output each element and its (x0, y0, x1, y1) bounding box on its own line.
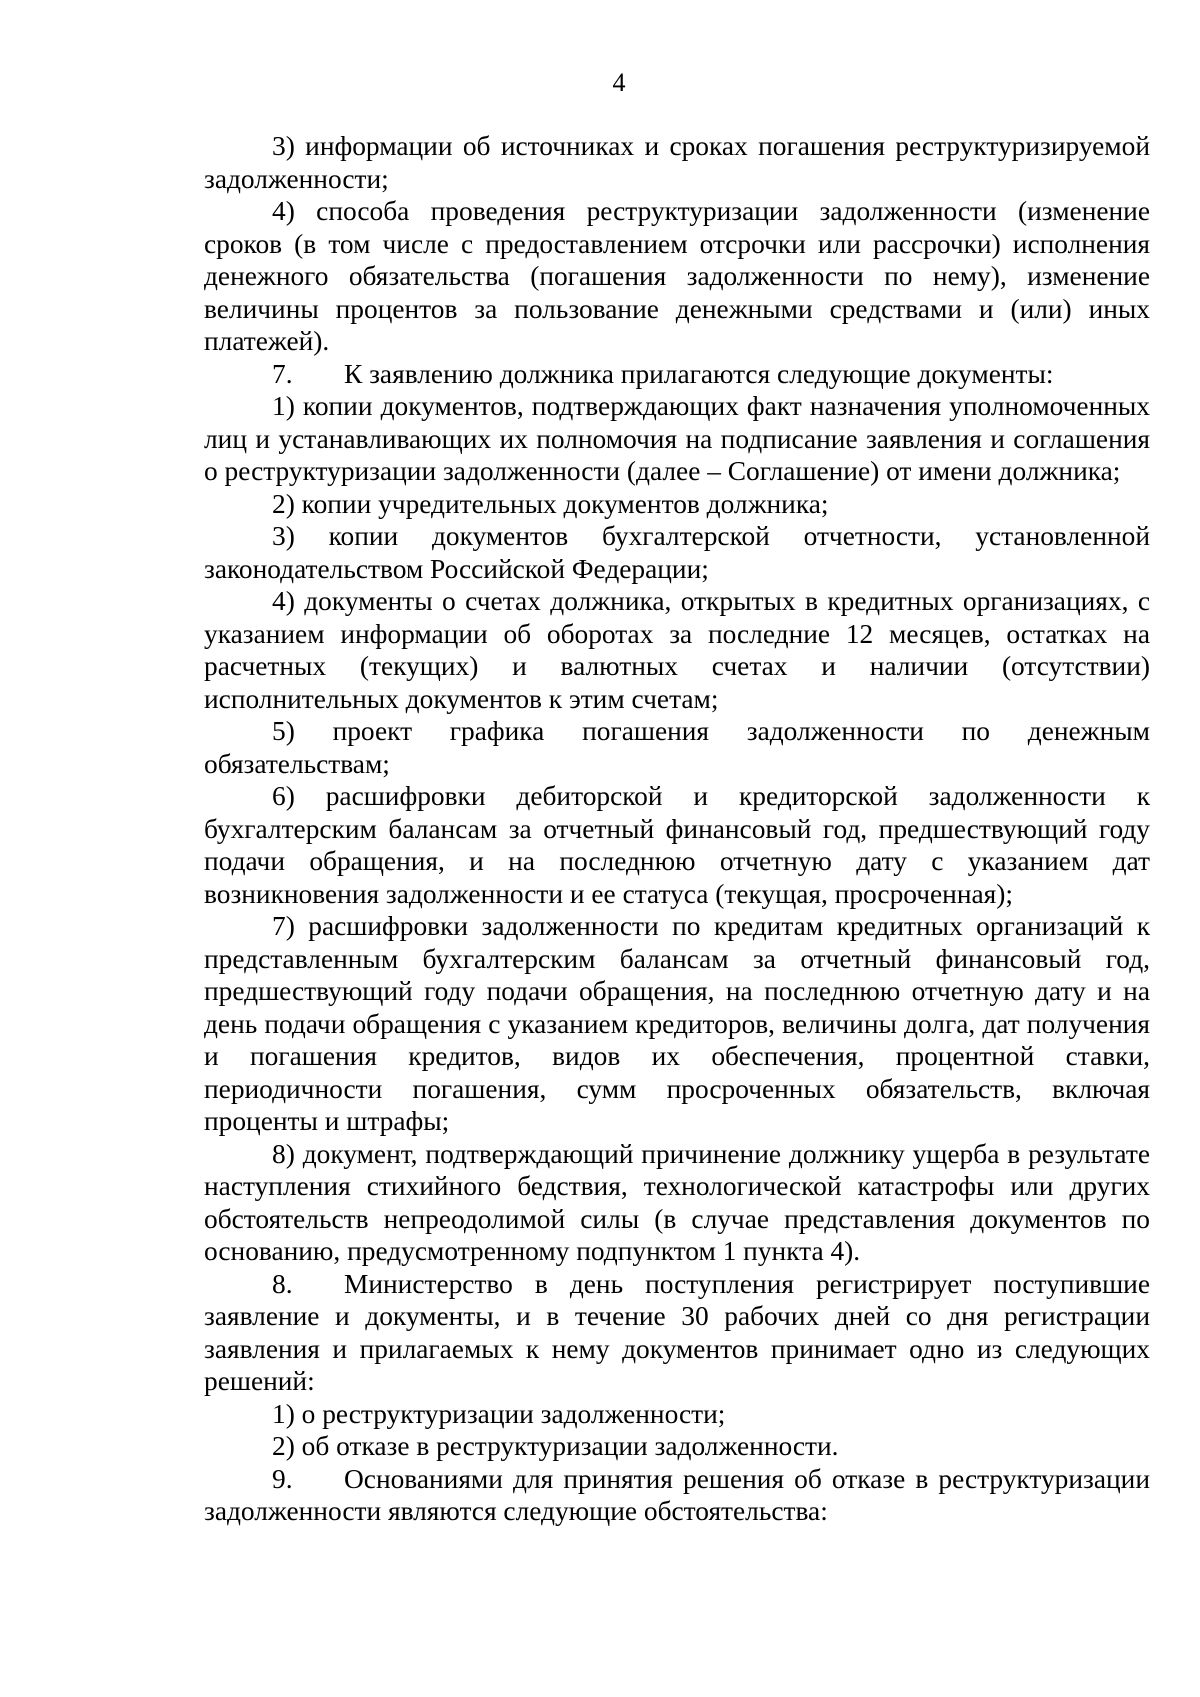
paragraph-item-8 (204, 1138, 1150, 1268)
paragraph-item-7 (204, 910, 1150, 1138)
paragraph-text: 1) о реструктуризации задолженности; (272, 1398, 726, 1429)
paragraph-text: Министерство в день поступления регистрирует поступившие заявление и документы, и в течение 30 рабочих дней со дня регистрации заявления и прилагаемых к нему документов принимает одно из следующих решений: (204, 1268, 1150, 1396)
paragraph-item-4b (204, 585, 1150, 715)
document-body (204, 130, 1150, 1528)
paragraph-text: К заявлению должника прилагаются следующие документы: (344, 358, 1054, 389)
paragraph-text: 6) расшифровки дебиторской и кредиторской задолженности к бухгалтерским балансам за отчетный финансовый год, предшествующий году подачи обращения, и на последнюю отчетную дату с указанием дат возникновения задолженности и ее статуса (текущая, просроченная); (204, 781, 1150, 909)
paragraph-text: 8) документ, подтверждающий причинение должнику ущерба в результате наступления стихийного бедствия, технологической катастрофы или других обстоятельств непреодолимой силы (в случае представления документов по основанию, предусмотренному подпунктом 1 пункта 4). (204, 1138, 1150, 1266)
paragraph-text: 2) копии учредительных документов должника; (272, 488, 829, 519)
paragraph-text: 3) копии документов бухгалтерской отчетности, установленной законодательством Российской Федерации; (204, 521, 1150, 584)
paragraph-clause-9 (204, 1463, 1150, 1528)
paragraph-text: 3) информации об источниках и сроках погашения реструктуризируемой задолженности; (204, 131, 1150, 194)
paragraph-item-1 (204, 390, 1150, 488)
paragraph-item-6 (204, 780, 1150, 910)
paragraph-decision-1 (204, 1398, 1150, 1431)
paragraph-item-2 (204, 488, 1150, 521)
paragraph-text: 2) об отказе в реструктуризации задолженности. (272, 1431, 839, 1461)
paragraph-item-4 (204, 195, 1150, 358)
paragraph-text: Основаниями для принятия решения об отказе в реструктуризации задолженности являются следующие обстоятельства: (204, 1463, 1150, 1526)
paragraph-clause-8 (204, 1268, 1150, 1398)
page-number: 4 (612, 68, 626, 97)
paragraph-item-3b (204, 520, 1150, 585)
clause-number: 9. (272, 1463, 293, 1494)
paragraph-text: 1) копии документов, подтверждающих факт назначения уполномоченных лиц и устанавливающих их полномочия на подписание заявления и соглашения о реструктуризации задолженности (далее – Соглашение) от имени должника; (204, 391, 1150, 486)
paragraph-decision-2 (204, 1430, 1150, 1463)
paragraph-text: 4) документы о счетах должника, открытых в кредитных организациях, с указанием информации об оборотах за последние 12 месяцев, остатках на расчетных (текущих) и валютных счетах и наличии (отсутствии) исполнительных документов к этим счетам; (204, 586, 1150, 714)
paragraph-clause-7 (204, 358, 1150, 391)
paragraph-item-3 (204, 130, 1150, 195)
paragraph-text: 5) проект графика погашения задолженности по денежным обязательствам; (204, 716, 1150, 779)
clause-number: 8. (272, 1268, 293, 1299)
paragraph-text: 4) способа проведения реструктуризации задолженности (изменение сроков (в том числе с предоставлением отсрочки или рассрочки) исполнения денежного обязательства (погашения задолженности по нему), изменение величины процентов за пользование денежными средствами и (или) иных платежей). (204, 196, 1150, 356)
clause-number: 7. (272, 358, 293, 389)
paragraph-item-5 (204, 715, 1150, 780)
paragraph-text: 7) расшифровки задолженности по кредитам кредитных организаций к представленным бухгалтерским балансам за отчетный финансовый год, предшествующий году подачи обращения, на последнюю отчетную дату и на день подачи обращения с указанием кредиторов, величины долга, дат получения и погашения кредитов, видов их обеспечения, процентной ставки, периодичности погашения, сумм просроченных обязательств, включая проценты и штрафы; (204, 911, 1150, 1136)
